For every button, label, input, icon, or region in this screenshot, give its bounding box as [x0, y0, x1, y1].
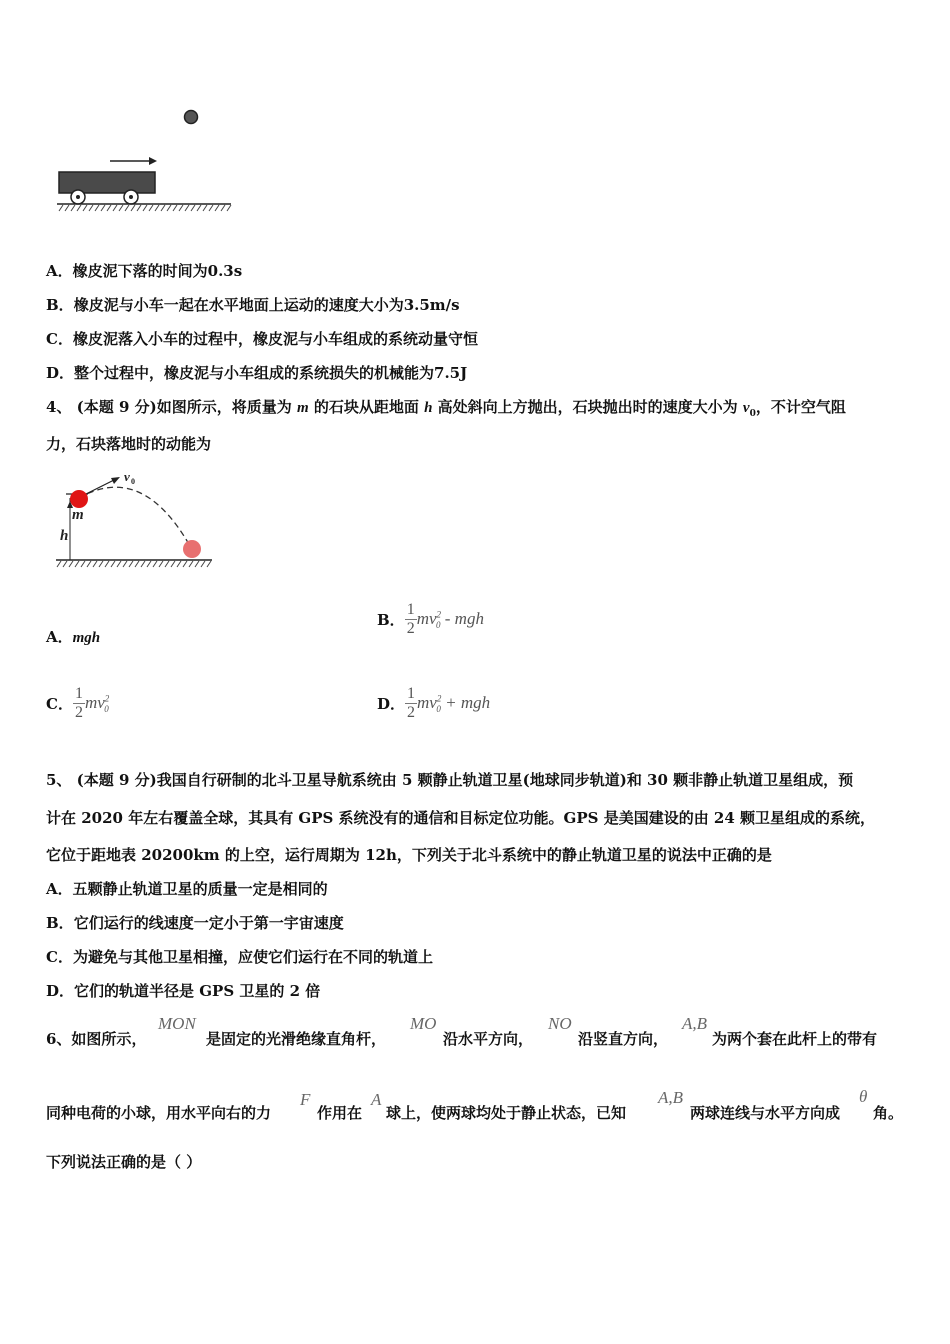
q4-stem-line1: 4、 (本题 9 分)如图所示，将质量为 m 的石块从距地面 h 高处斜向上方抛出，石块抛出时的速度大小为 $v_0$，不计空气阻 — [46, 398, 846, 419]
q6-math-f: F — [300, 1090, 311, 1109]
q6-stem-seg1: 6、如图所示， — [46, 1030, 147, 1048]
q3-option-c[interactable]: C．橡皮泥落入小车的过程中，橡皮泥与小车组成的系统动量守恒 — [46, 330, 478, 348]
q5-option-d[interactable]: D．它们的轨道半径是 GPS 卫星的 2 倍 — [46, 982, 321, 1000]
q6-stem-seg8: 球上，使两球均处于静止状态，已知 — [386, 1104, 627, 1122]
q6-math-mon: MON — [158, 1014, 196, 1033]
q6-stem-seg9: 两球连线与水平方向成 — [690, 1104, 841, 1122]
projectile-figure — [52, 470, 222, 575]
q4-option-a[interactable]: A．mgh — [46, 628, 101, 646]
q6-math-ab2: A,B — [658, 1088, 684, 1107]
svg-text:0: 0 — [131, 477, 135, 486]
stone-start — [70, 490, 88, 508]
h-label: h — [60, 528, 69, 544]
q6-stem-line3: 下列说法正确的是（ ） — [46, 1153, 202, 1171]
q6-stem-seg10: 角。 — [873, 1104, 904, 1122]
trajectory — [79, 487, 190, 546]
putty-ball — [185, 111, 198, 124]
cart-figure — [55, 100, 240, 220]
q5-option-c[interactable]: C．为避免与其他卫星相撞，应使它们运行在不同的轨道上 — [46, 948, 433, 966]
q5-option-a[interactable]: A．五颗静止轨道卫星的质量一定是相同的 — [46, 880, 328, 898]
q3-option-d[interactable]: D．整个过程中，橡皮泥与小车组成的系统损失的机械能为7.5J — [46, 364, 468, 382]
q3-option-a[interactable]: A．橡皮泥下落的时间为0.3s — [46, 262, 243, 280]
q6-math-no: NO — [548, 1014, 572, 1033]
q5-stem-line2: 计在 2020 年左右覆盖全球，其具有 GPS 系统没有的通信和目标定位功能。GPS 是美国建设的由 24 颗卫星组成的系统， — [46, 809, 876, 827]
q6-math-a: A — [371, 1090, 382, 1109]
q6-math-theta: θ — [859, 1087, 868, 1106]
q6-stem-seg5: 为两个套在此杆上的带有 — [712, 1030, 878, 1048]
q6-stem-seg7: 作用在 — [317, 1104, 363, 1122]
ground-hatch — [59, 205, 231, 211]
cart-body — [59, 172, 155, 193]
q6-stem-seg6: 同种电荷的小球，用水平向右的力 — [46, 1104, 272, 1122]
v0-label: v — [124, 470, 130, 484]
q6-stem-seg4: 沿竖直方向， — [578, 1030, 669, 1048]
q4-option-c[interactable]: C． $\frac{1}{2}$ $mv^2_0$ — [46, 685, 110, 721]
q6-math-mo: MO — [410, 1014, 437, 1033]
m-label: m — [72, 507, 84, 523]
q5-stem-line1: 5、 (本题 9 分)我国自行研制的北斗卫星导航系统由 5 颗静止轨道卫星(地球同步轨道)和 30 颗非静止轨道卫星组成，预 — [46, 771, 854, 789]
q3-option-b[interactable]: B．橡皮泥与小车一起在水平地面上运动的速度大小为3.5m/s — [46, 296, 460, 314]
velocity-arrowhead — [149, 157, 157, 165]
q6-stem-seg2: 是固定的光滑绝缘直角杆， — [206, 1030, 387, 1048]
q6-math-ab: A,B — [682, 1014, 708, 1033]
q5-stem-line3: 它位于距地表 20200km 的上空，运行周期为 12h，下列关于北斗系统中的静止轨道卫星的说法中正确的是 — [46, 846, 772, 864]
q4-option-b[interactable]: B． $\frac{1}{2}$ $mv^2_0$ - mgh — [377, 601, 484, 637]
stone-end — [183, 540, 201, 558]
q4-stem-line2: 力，石块落地时的动能为 — [46, 435, 212, 453]
q6-stem-seg3: 沿水平方向， — [443, 1030, 534, 1048]
q5-option-b[interactable]: B．它们运行的线速度一定小于第一宇宙速度 — [46, 914, 344, 932]
q4-option-d[interactable]: D． $\frac{1}{2}$ $mv^2_0$ + mgh — [377, 685, 491, 721]
